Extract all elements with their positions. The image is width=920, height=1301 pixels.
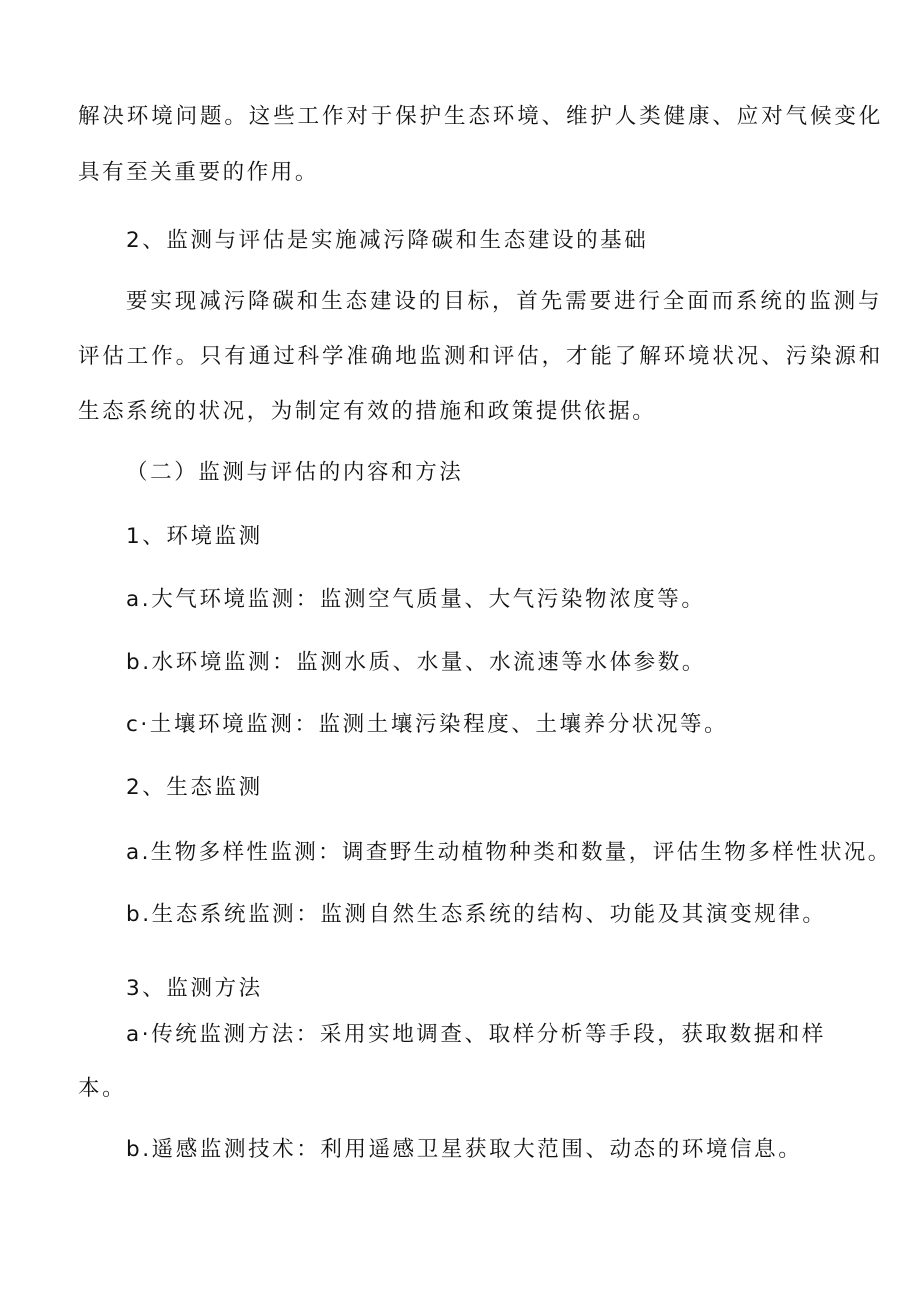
list-item-soil-monitoring: c·土壤环境监测：监测土壤污染程度、土壤养分状况等。 bbox=[126, 712, 729, 737]
paragraph-continuation-line-2: 具有至关重要的作用。 bbox=[78, 160, 320, 185]
heading-environment-monitoring: 1、环境监测 bbox=[126, 524, 263, 549]
heading-monitoring-foundation: 2、监测与评估是实施减污降碳和生态建设的基础 bbox=[126, 228, 649, 253]
list-item-traditional-line-2: 本。 bbox=[78, 1076, 127, 1101]
heading-ecology-monitoring: 2、生态监测 bbox=[126, 775, 263, 800]
paragraph-continuation-line-1: 解决环境问题。这些工作对于保护生态环境、维护人类健康、应对气候变化 bbox=[78, 104, 884, 129]
paragraph-goal-line-1: 要实现减污降碳和生态建设的目标，首先需要进行全面而系统的监测与 bbox=[126, 289, 883, 314]
list-item-biodiversity: a.生物多样性监测：调查野生动植物种类和数量，评估生物多样性状况。 bbox=[126, 840, 892, 865]
section-heading-content-methods: （二）监测与评估的内容和方法 bbox=[126, 460, 464, 485]
list-item-air-monitoring: a.大气环境监测：监测空气质量、大气污染物浓度等。 bbox=[126, 587, 706, 612]
list-item-traditional-line-1: a·传统监测方法：采用实地调查、取样分析等手段，获取数据和样 bbox=[126, 1022, 827, 1047]
list-item-water-monitoring: b.水环境监测：监测水质、水量、水流速等水体参数。 bbox=[126, 650, 706, 675]
paragraph-goal-line-3: 生态系统的状况，为制定有效的措施和政策提供依据。 bbox=[78, 399, 657, 424]
list-item-remote-sensing: b.遥感监测技术：利用遥感卫星获取大范围、动态的环境信息。 bbox=[126, 1137, 803, 1162]
paragraph-goal-line-2: 评估工作。只有通过科学准确地监测和评估，才能了解环境状况、污染源和 bbox=[78, 344, 884, 369]
list-item-ecosystem: b.生态系统监测：监测自然生态系统的结构、功能及其演变规律。 bbox=[126, 902, 827, 927]
heading-monitoring-methods: 3、监测方法 bbox=[126, 976, 263, 1001]
